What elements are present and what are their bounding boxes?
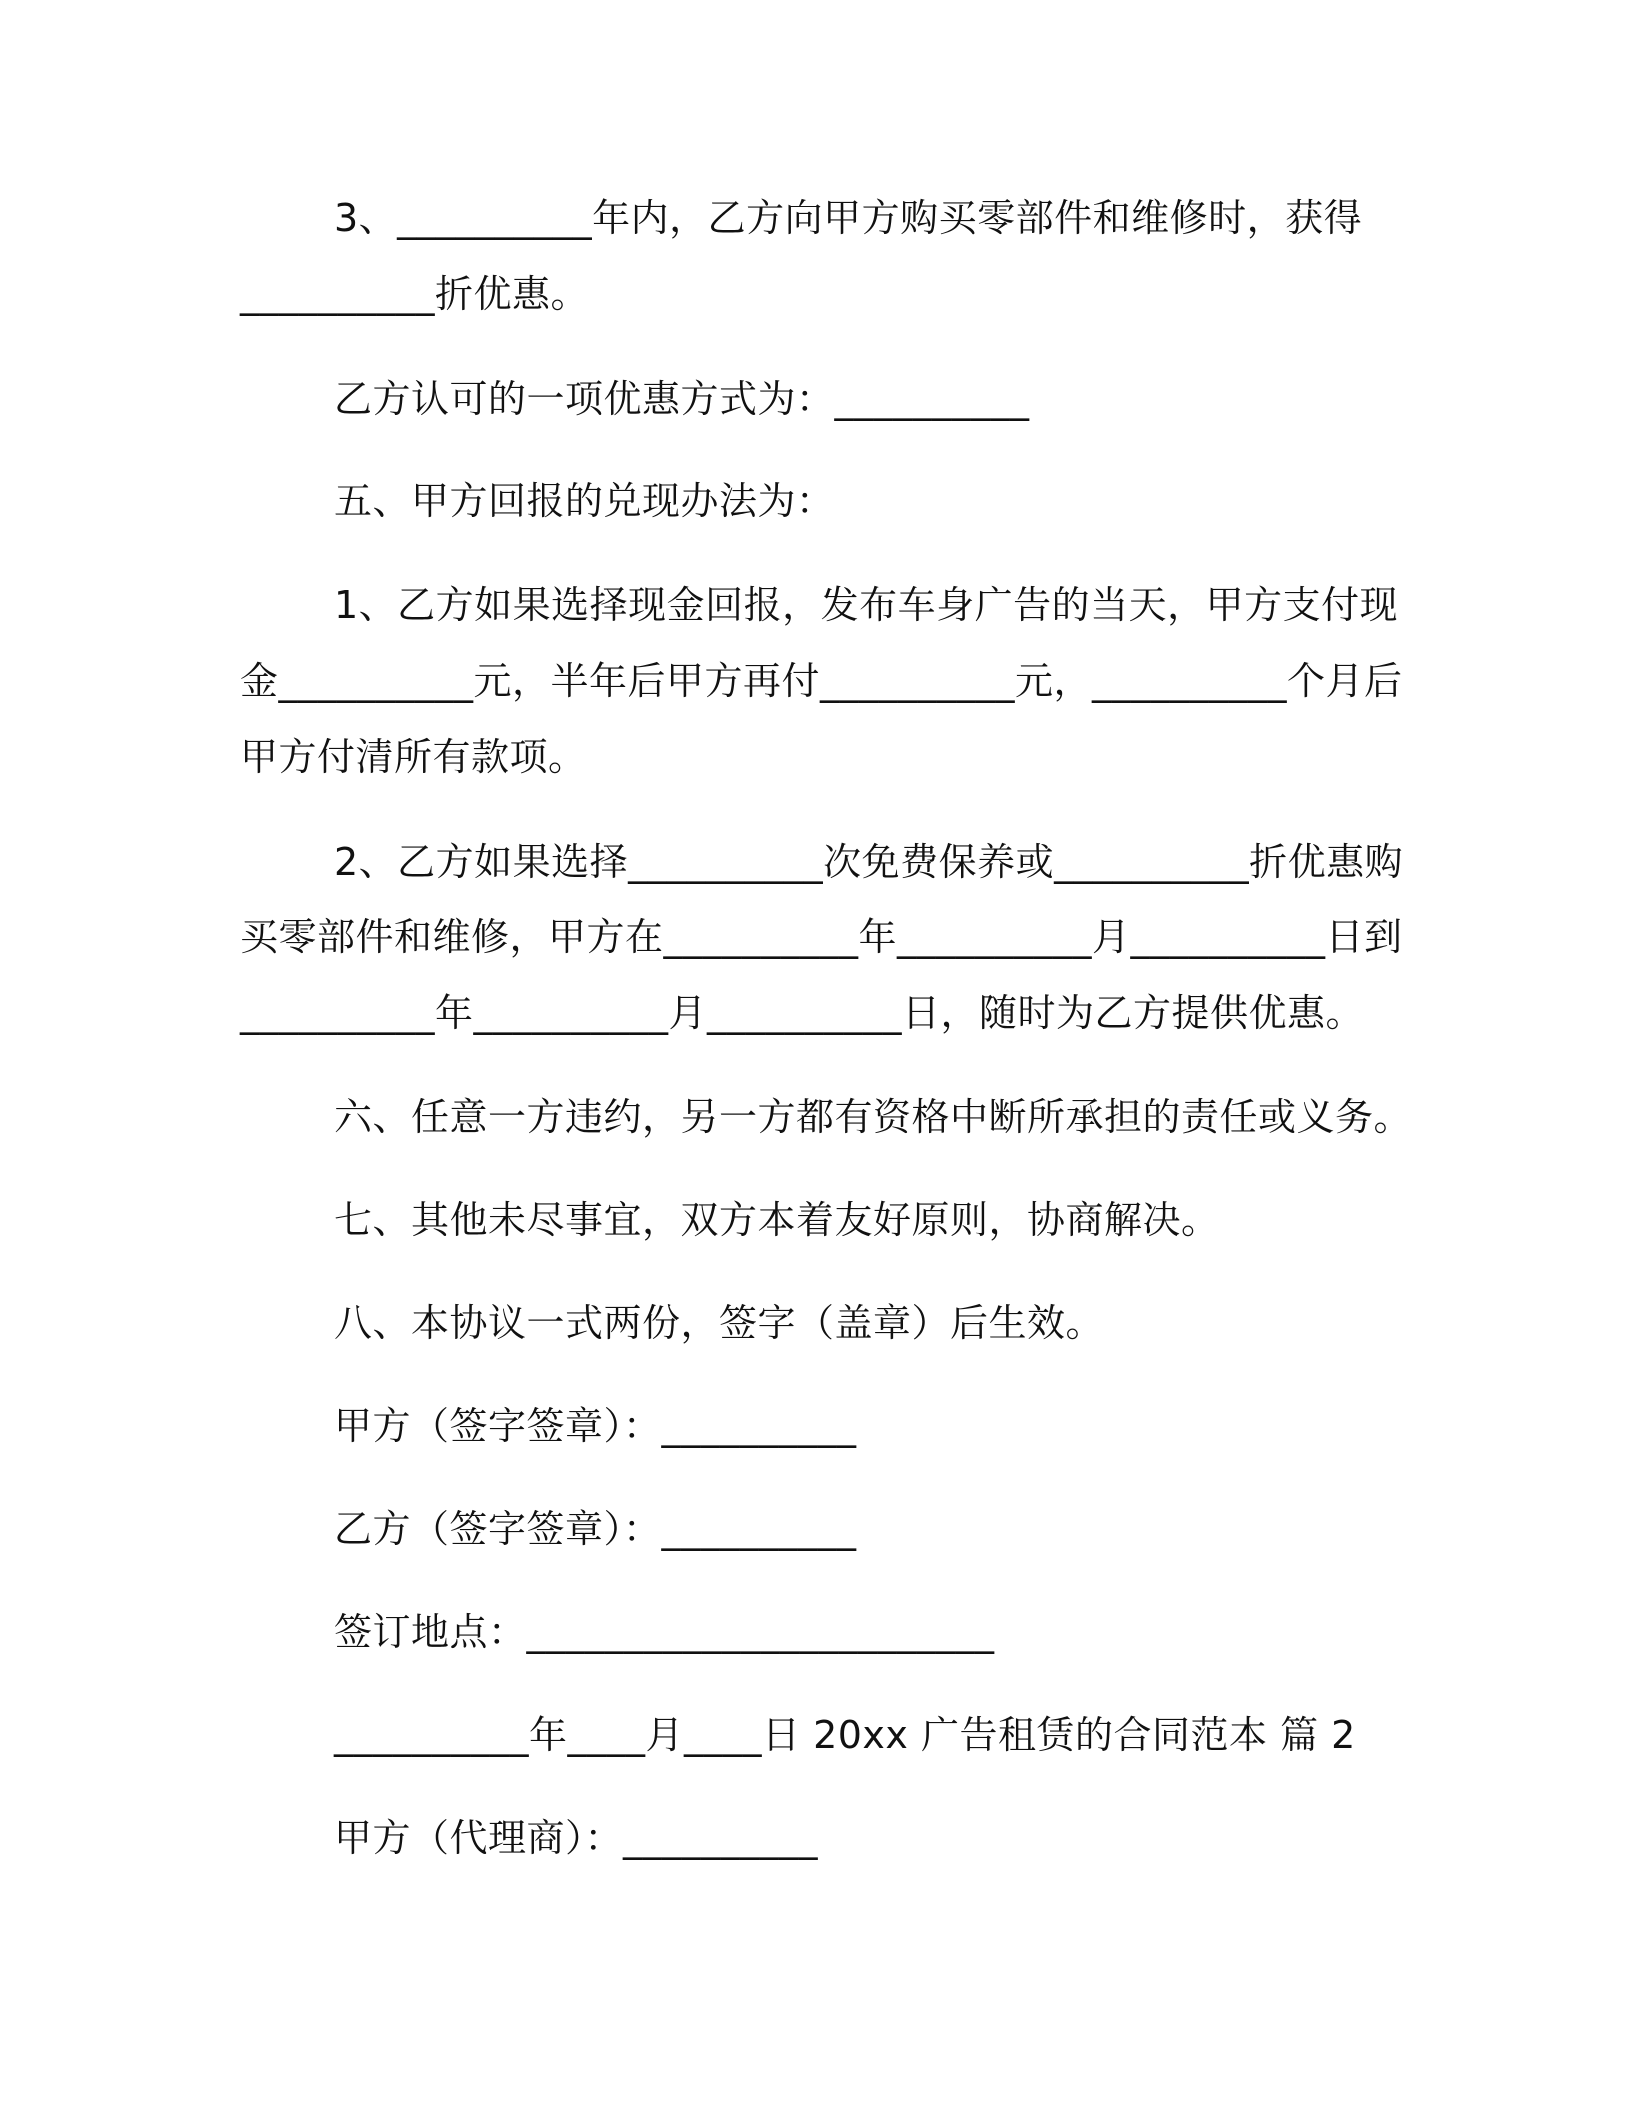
party-a-signature-line: 甲方（签字签章）：__________ — [334, 1404, 857, 1448]
clause-5-1-line-3: 甲方付清所有款项。 — [240, 735, 587, 779]
discount-method-line: 乙方认可的一项优惠方式为：__________ — [334, 377, 1030, 421]
date-and-title-line: __________年____月____日 20xx 广告租赁的合同范本 篇 2 — [334, 1713, 1356, 1757]
clause-5-1-line-2: 金__________元，半年后甲方再付__________元，__________个月后 — [240, 659, 1403, 703]
section-8: 八、本协议一式两份，签字（盖章）后生效。 — [334, 1301, 1105, 1345]
section-7: 七、其他未尽事宜，双方本着友好原则，协商解决。 — [334, 1198, 1220, 1242]
clause-3-line-2: __________折优惠。 — [240, 272, 590, 316]
clause-5-1-line-1: 1、乙方如果选择现金回报，发布车身广告的当天，甲方支付现 — [334, 583, 1399, 627]
party-a-agent-line: 甲方（代理商）：__________ — [334, 1816, 819, 1860]
clause-3-line-1: 3、__________年内，乙方向甲方购买零部件和维修时，获得 — [334, 196, 1363, 240]
clause-5-2-line-2: 买零部件和维修，甲方在__________年__________月__________日到 — [240, 915, 1403, 959]
party-b-signature-line: 乙方（签字签章）：__________ — [334, 1507, 857, 1551]
section-5-heading: 五、甲方回报的兑现办法为： — [334, 479, 835, 523]
clause-5-2-line-3: __________年__________月__________日，随时为乙方提供优惠。 — [240, 991, 1365, 1035]
section-6: 六、任意一方违约，另一方都有资格中断所承担的责任或义务。 — [334, 1095, 1413, 1139]
signing-location-line: 签订地点：________________________ — [334, 1610, 995, 1654]
clause-5-2-line-1: 2、乙方如果选择__________次免费保养或__________折优惠购 — [334, 840, 1404, 884]
